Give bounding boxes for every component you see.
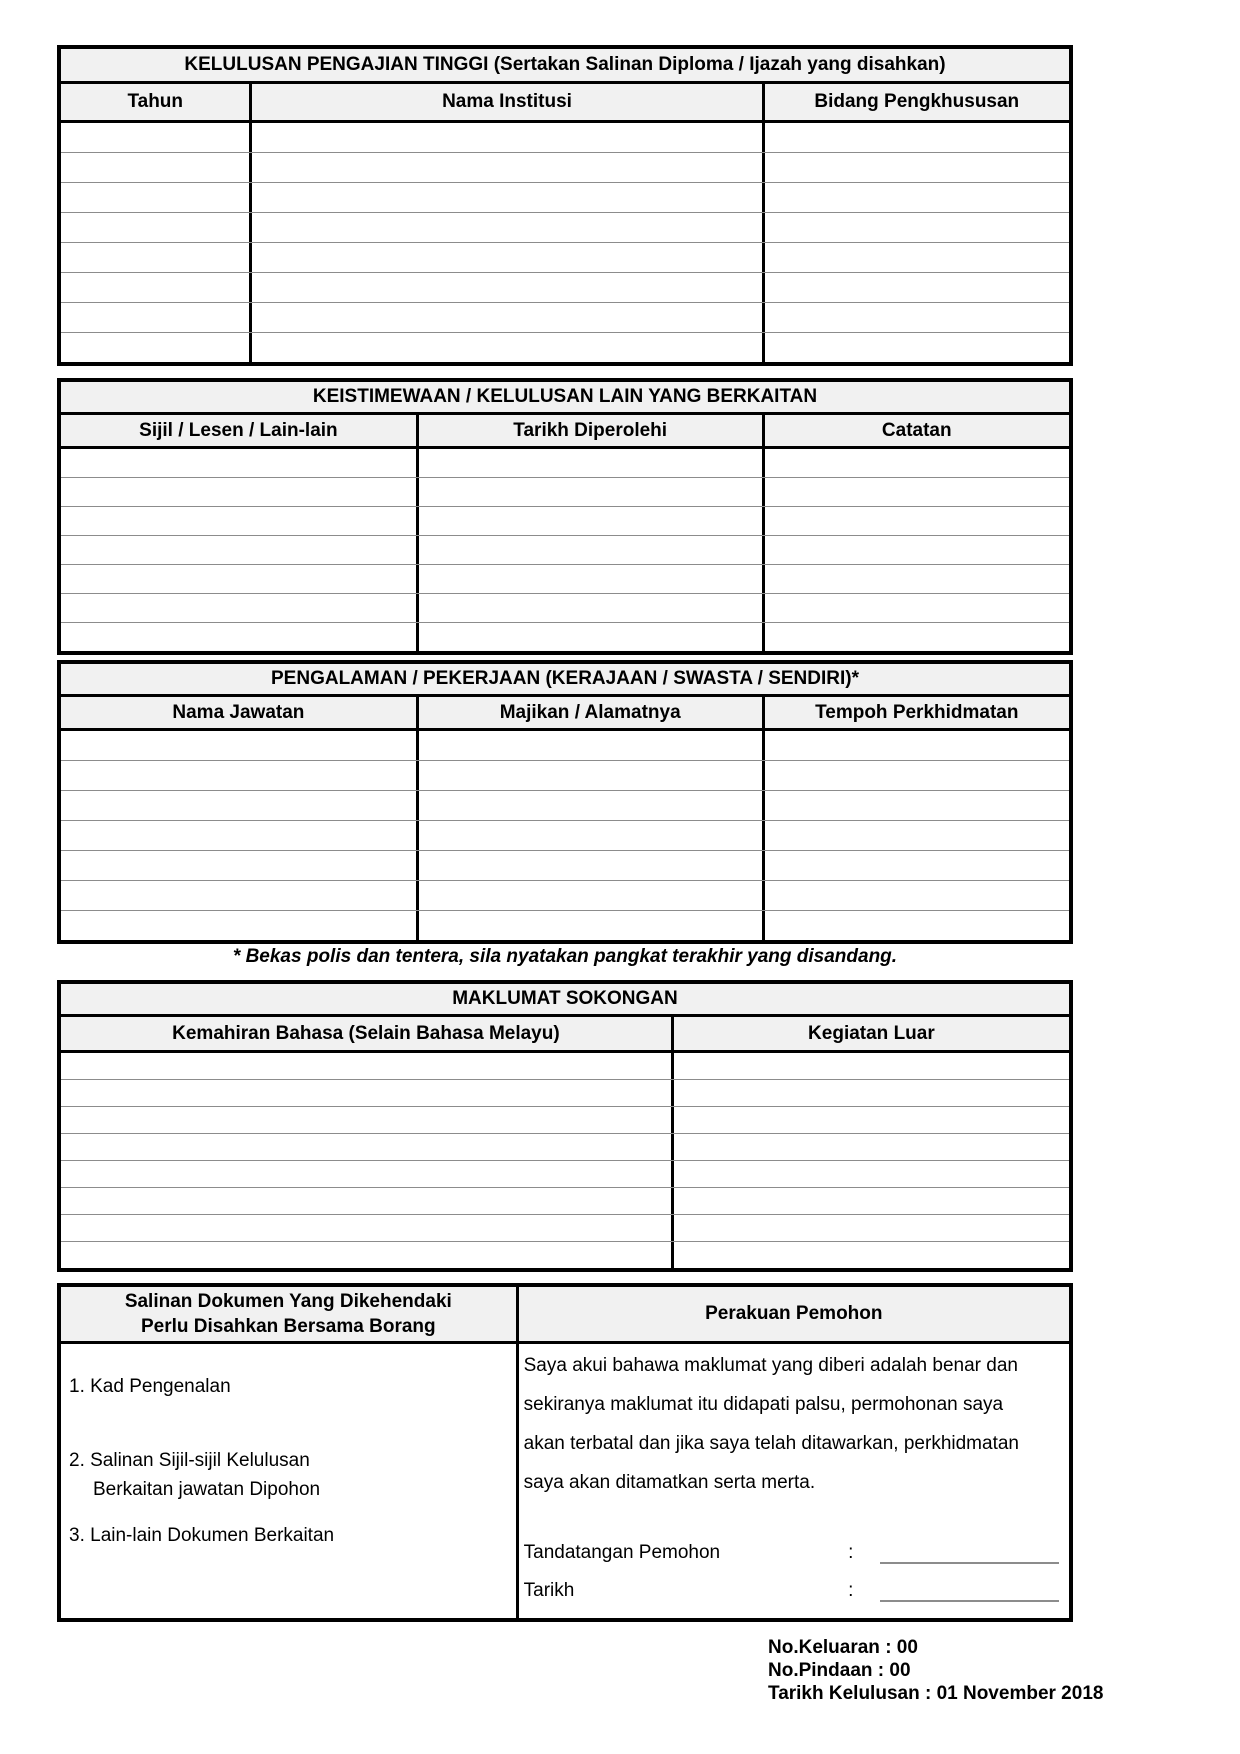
- table-title-experience: PENGALAMAN / PEKERJAAN (KERAJAAN / SWASTA / SENDIRI)*: [61, 664, 1069, 697]
- input-cell[interactable]: [671, 1080, 1069, 1106]
- input-cell[interactable]: [61, 1080, 671, 1106]
- input-cell[interactable]: [762, 153, 1069, 182]
- input-cell[interactable]: [671, 1161, 1069, 1187]
- input-cell[interactable]: [61, 594, 416, 622]
- declaration-paragraph: [524, 1346, 1069, 1502]
- input-cell[interactable]: [61, 821, 416, 850]
- table-row: [61, 1053, 1069, 1079]
- col-header-catatan: Catatan: [762, 415, 1069, 446]
- input-cell[interactable]: [416, 911, 762, 940]
- table-header-row: [61, 415, 1069, 449]
- input-cell[interactable]: [762, 565, 1069, 593]
- table-row: [61, 332, 1069, 362]
- declaration-cell: [519, 1344, 1069, 1618]
- table-body: [61, 1053, 1069, 1268]
- input-cell[interactable]: [61, 1161, 671, 1187]
- table-body: [61, 123, 1069, 362]
- input-cell[interactable]: [249, 153, 761, 182]
- input-cell[interactable]: [416, 731, 762, 760]
- table-higher-education: [57, 45, 1073, 366]
- footer-approval-date: Tarikh Kelulusan : 01 November 2018: [768, 1683, 1104, 1704]
- input-cell[interactable]: [249, 273, 761, 302]
- table-row: [61, 760, 1069, 790]
- table-row: [61, 1214, 1069, 1241]
- table-row: [61, 535, 1069, 564]
- input-cell[interactable]: [762, 213, 1069, 242]
- col-header-nama-institusi: Nama Institusi: [249, 84, 761, 120]
- date-label: Tarikh: [523, 1580, 575, 1601]
- input-cell[interactable]: [762, 594, 1069, 622]
- col-header-majikan-alamatnya: Majikan / Alamatnya: [416, 697, 762, 728]
- input-cell[interactable]: [416, 507, 762, 535]
- input-cell[interactable]: [416, 881, 762, 910]
- input-cell[interactable]: [61, 731, 416, 760]
- table-title-other-qualifications: KEISTIMEWAAN / KELULUSAN LAIN YANG BERKAITAN: [61, 382, 1069, 415]
- table-experience: [57, 660, 1073, 944]
- input-cell[interactable]: [762, 821, 1069, 850]
- table-row: [61, 622, 1069, 651]
- input-cell[interactable]: [61, 911, 416, 940]
- table-row: [61, 242, 1069, 272]
- input-cell[interactable]: [762, 851, 1069, 880]
- input-cell[interactable]: [416, 791, 762, 820]
- input-cell[interactable]: [61, 1188, 671, 1214]
- input-cell[interactable]: [762, 623, 1069, 651]
- table-row: [61, 302, 1069, 332]
- input-cell[interactable]: [249, 213, 761, 242]
- input-cell[interactable]: [61, 213, 249, 242]
- signature-line[interactable]: [880, 1542, 1059, 1564]
- signature-block: [524, 1542, 1059, 1602]
- documents-header: [61, 1287, 519, 1341]
- document-control-footer: [768, 1636, 1103, 1705]
- table-row: [61, 506, 1069, 535]
- table-row: [61, 593, 1069, 622]
- input-cell[interactable]: [762, 333, 1069, 362]
- input-cell[interactable]: [762, 507, 1069, 535]
- declaration-header: Perakuan Pemohon: [705, 1303, 883, 1324]
- table-row: [61, 272, 1069, 302]
- input-cell[interactable]: [762, 183, 1069, 212]
- input-cell[interactable]: [762, 243, 1069, 272]
- declaration-line-2: sekiranya maklumat itu didapati palsu, permohonan saya: [523, 1394, 1004, 1415]
- input-cell[interactable]: [61, 565, 416, 593]
- input-cell[interactable]: [61, 303, 249, 332]
- date-colon: :: [848, 1580, 854, 1601]
- table-header-row: [61, 697, 1069, 731]
- table-body: [61, 731, 1069, 940]
- col-header-sijil-lesen: Sijil / Lesen / Lain-lain: [139, 419, 338, 441]
- input-cell[interactable]: [416, 536, 762, 564]
- table-row: [61, 1160, 1069, 1187]
- input-cell[interactable]: [61, 536, 416, 564]
- col-header-bidang-pengkhususan: Bidang Pengkhususan: [762, 84, 1069, 120]
- signature-label: Tandatangan Pemohon: [523, 1542, 721, 1563]
- input-cell[interactable]: [762, 123, 1069, 152]
- input-cell[interactable]: [61, 1134, 671, 1160]
- input-cell[interactable]: [61, 1107, 671, 1133]
- input-cell[interactable]: [762, 303, 1069, 332]
- documents-declaration-section: [57, 1283, 1073, 1622]
- documents-header-line2: Perlu Disahkan Bersama Borang: [141, 1316, 436, 1337]
- input-cell[interactable]: [61, 183, 249, 212]
- input-cell[interactable]: [762, 478, 1069, 506]
- input-cell[interactable]: [762, 791, 1069, 820]
- input-cell[interactable]: [762, 761, 1069, 790]
- input-cell[interactable]: [762, 273, 1069, 302]
- date-row: [524, 1580, 1059, 1602]
- input-cell[interactable]: [416, 623, 762, 651]
- input-cell[interactable]: [671, 1215, 1069, 1241]
- input-cell[interactable]: [762, 881, 1069, 910]
- table-row: [61, 564, 1069, 593]
- document-item-2-line2: Berkaitan jawatan Dipohon: [93, 1479, 321, 1500]
- input-cell[interactable]: [249, 243, 761, 272]
- input-cell[interactable]: [61, 449, 416, 477]
- input-cell[interactable]: [416, 449, 762, 477]
- input-cell[interactable]: [671, 1053, 1069, 1079]
- table-row: [61, 1133, 1069, 1160]
- declaration-line-1: Saya akui bahawa maklumat yang diberi adalah benar dan: [523, 1355, 1018, 1376]
- input-cell[interactable]: [61, 273, 249, 302]
- table-row: [61, 731, 1069, 760]
- table-row: [61, 1187, 1069, 1214]
- input-cell[interactable]: [61, 333, 249, 362]
- table-row: [61, 182, 1069, 212]
- input-cell[interactable]: [249, 303, 761, 332]
- input-cell[interactable]: [762, 911, 1069, 940]
- input-cell[interactable]: [61, 153, 249, 182]
- table-row: [61, 152, 1069, 182]
- table-row: [61, 910, 1069, 940]
- col-header-kegiatan-luar: Kegiatan Luar: [671, 1017, 1069, 1050]
- col-header-nama-jawatan: Nama Jawatan: [172, 701, 305, 723]
- table-body: [61, 449, 1069, 651]
- input-cell[interactable]: [61, 1215, 671, 1241]
- table-row: [61, 1241, 1069, 1268]
- input-cell[interactable]: [249, 123, 761, 152]
- table-title-higher-education: KELULUSAN PENGAJIAN TINGGI (Sertakan Salinan Diploma / Ijazah yang disahkan): [61, 49, 1069, 84]
- table-row: [61, 1079, 1069, 1106]
- input-cell[interactable]: [61, 1242, 671, 1268]
- input-cell[interactable]: [61, 851, 416, 880]
- table-row: [61, 820, 1069, 850]
- table-row: [61, 850, 1069, 880]
- table-row: [61, 1106, 1069, 1133]
- input-cell[interactable]: [762, 731, 1069, 760]
- table-header-row: [61, 84, 1069, 123]
- declaration-line-4: saya akan ditamatkan serta merta.: [523, 1472, 816, 1493]
- input-cell[interactable]: [671, 1242, 1069, 1268]
- document-item-2: [69, 1450, 516, 1507]
- input-cell[interactable]: [416, 821, 762, 850]
- input-cell[interactable]: [671, 1188, 1069, 1214]
- table-row: [61, 790, 1069, 820]
- input-cell[interactable]: [61, 623, 416, 651]
- input-cell[interactable]: [416, 478, 762, 506]
- table-supporting-info: [57, 980, 1073, 1272]
- col-header-tahun: Tahun: [127, 91, 184, 112]
- table-row: [61, 449, 1069, 477]
- input-cell[interactable]: [416, 761, 762, 790]
- input-cell[interactable]: [61, 507, 416, 535]
- table-title-supporting-info: MAKLUMAT SOKONGAN: [61, 984, 1069, 1017]
- input-cell[interactable]: [61, 478, 416, 506]
- input-cell[interactable]: [61, 1053, 671, 1079]
- table-header-row: [61, 1017, 1069, 1053]
- input-cell[interactable]: [249, 333, 761, 362]
- table-other-qualifications: [57, 378, 1073, 655]
- table-row: [61, 212, 1069, 242]
- input-cell[interactable]: [416, 565, 762, 593]
- input-cell[interactable]: [61, 791, 416, 820]
- col-header-tarikh-diperolehi: Tarikh Diperolehi: [416, 415, 762, 446]
- signature-row: [524, 1542, 1059, 1564]
- input-cell[interactable]: [61, 881, 416, 910]
- signature-colon: :: [848, 1542, 854, 1563]
- table-row: [61, 123, 1069, 152]
- document-item-2-line1: 2. Salinan Sijil-sijil Kelulusan: [69, 1450, 310, 1471]
- input-cell[interactable]: [61, 761, 416, 790]
- input-cell[interactable]: [671, 1107, 1069, 1133]
- input-cell[interactable]: [416, 594, 762, 622]
- footer-amendment-no: No.Pindaan : 00: [768, 1660, 911, 1681]
- input-cell[interactable]: [249, 183, 761, 212]
- input-cell[interactable]: [61, 243, 249, 272]
- col-header-tempoh-perkhidmatan: Tempoh Perkhidmatan: [762, 697, 1069, 728]
- declaration-line-3: akan terbatal dan jika saya telah ditawarkan, perkhidmatan: [523, 1433, 1019, 1454]
- document-item-3: 3. Lain-lain Dokumen Berkaitan: [69, 1525, 335, 1546]
- col-header-kemahiran-bahasa: Kemahiran Bahasa (Selain Bahasa Melayu): [172, 1022, 560, 1044]
- table-row: [61, 477, 1069, 506]
- document-item-1: 1. Kad Pengenalan: [69, 1376, 231, 1397]
- footer-issue-no: No.Keluaran : 00: [768, 1637, 918, 1658]
- input-cell[interactable]: [671, 1134, 1069, 1160]
- table-row: [61, 880, 1069, 910]
- date-line[interactable]: [880, 1580, 1059, 1602]
- experience-footnote: * Bekas polis dan tentera, sila nyatakan pangkat terakhir yang disandang.: [232, 946, 898, 967]
- input-cell[interactable]: [416, 851, 762, 880]
- input-cell[interactable]: [61, 123, 249, 152]
- input-cell[interactable]: [762, 536, 1069, 564]
- documents-header-line1: Salinan Dokumen Yang Dikehendaki: [124, 1291, 452, 1312]
- declaration-header-row: [61, 1287, 1069, 1344]
- declaration-body: [61, 1344, 1069, 1618]
- documents-list: [61, 1344, 519, 1618]
- input-cell[interactable]: [762, 449, 1069, 477]
